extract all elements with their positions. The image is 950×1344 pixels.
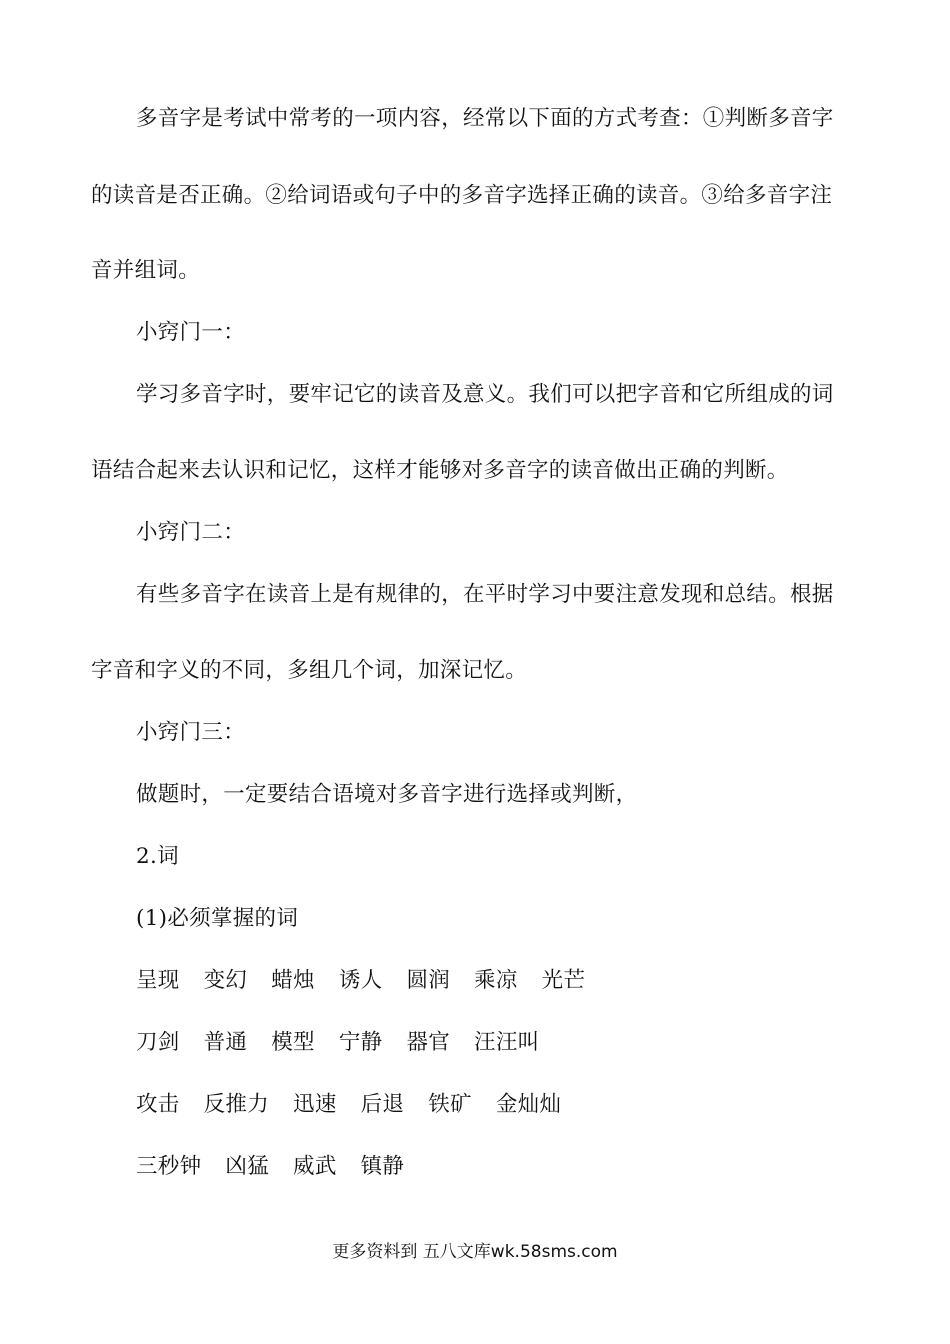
tip3-heading: 小窍门三：	[136, 720, 246, 745]
footer-source-link[interactable]: 更多资料到 五八文库wk.58sms.com	[332, 1242, 618, 1262]
word-item: 刀剑	[136, 1030, 180, 1055]
word-row-3	[136, 1090, 906, 1120]
intro-paragraph-line-2: 的读音是否正确。②给词语或句子中的多音字选择正确的读音。③给多音字注	[91, 183, 833, 208]
word-item: 金灿灿	[495, 1092, 562, 1117]
word-item: 攻击	[136, 1092, 180, 1117]
word-item: 器官	[406, 1030, 451, 1055]
word-item: 变幻	[203, 968, 248, 993]
word-item: 镇静	[360, 1154, 405, 1179]
word-item: 迅速	[293, 1092, 337, 1117]
word-item: 威武	[293, 1154, 337, 1179]
word-row-1	[136, 966, 906, 996]
word-item: 乘凉	[474, 968, 518, 993]
word-row-4	[136, 1152, 906, 1182]
tip2-paragraph-line-1: 有些多音字在读音上是有规律的，在平时学习中要注意发现和总结。根据	[136, 582, 834, 607]
word-item: 光芒	[541, 968, 586, 993]
word-item: 三秒钟	[136, 1154, 202, 1179]
word-item: 反推力	[203, 1092, 270, 1117]
subsection-heading-required-words: (1)必须掌握的词	[136, 906, 299, 931]
intro-paragraph-line-1: 多音字是考试中常考的一项内容，经常以下面的方式考查：①判断多音字	[136, 106, 834, 131]
word-item: 呈现	[136, 968, 180, 993]
tip2-heading: 小窍门二：	[136, 520, 246, 545]
word-item: 后退	[360, 1092, 405, 1117]
word-item: 圆润	[406, 968, 451, 993]
section-heading-words: 2.词	[136, 844, 179, 869]
word-row-2	[136, 1028, 906, 1058]
word-item: 凶猛	[225, 1154, 270, 1179]
word-item: 普通	[203, 1030, 248, 1055]
word-item: 宁静	[338, 1030, 383, 1055]
word-item: 诱人	[338, 968, 383, 993]
tip1-paragraph-line-2: 语结合起来去认识和记忆，这样才能够对多音字的读音做出正确的判断。	[91, 458, 789, 483]
word-item: 蜡烛	[271, 968, 315, 993]
tip1-paragraph-line-1: 学习多音字时，要牢记它的读音及意义。我们可以把字音和它所组成的词	[136, 382, 834, 407]
tip2-paragraph-line-2: 字音和字义的不同，多组几个词，加深记忆。	[91, 658, 528, 683]
word-item: 模型	[271, 1030, 315, 1055]
tip1-heading: 小窍门一：	[136, 320, 246, 345]
word-item: 汪汪叫	[474, 1030, 540, 1055]
tip3-paragraph-line-1: 做题时，一定要结合语境对多音字进行选择或判断，	[136, 782, 638, 807]
word-item: 铁矿	[428, 1092, 472, 1117]
intro-paragraph-line-3: 音并组词。	[91, 258, 201, 283]
